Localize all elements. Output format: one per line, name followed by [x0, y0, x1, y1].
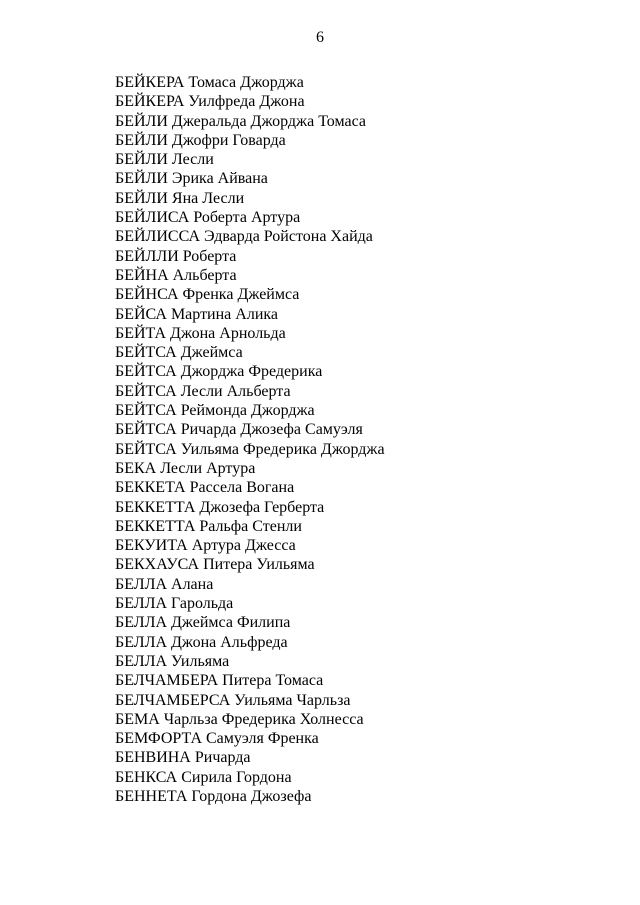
name-entry: БЕЙЛИСА Роберта Артура [115, 209, 301, 227]
name-entry: БЕЛЧАМБЕРСА Уильяма Чарльза [115, 691, 351, 709]
name-entry: БЕННЕТА Гордона Джозефа [115, 787, 312, 805]
name-entry: БЕККЕТТА Джозефа Герберта [115, 498, 325, 516]
name-entry: БЕНВИНА Ричарда [115, 749, 251, 767]
name-entry: БЕЛЛА Джона Альфреда [115, 633, 288, 651]
name-entry: БЕЛЛА Уильяма [115, 652, 230, 670]
name-entry: БЕМФОРТА Самуэля Френка [115, 730, 319, 748]
name-entry: БЕЙТСА Ричарда Джозефа Самуэля [115, 421, 363, 439]
name-entry: БЕЙТСА Уильяма Фредерика Джорджа [115, 440, 385, 458]
name-entry: БЕЙСА Мартина Алика [115, 305, 279, 323]
name-entry: БЕЙТСА Джеймса [115, 344, 243, 362]
name-entry: БЕКХАУСА Питера Уильяма [115, 556, 315, 574]
name-entry: БЕЙЛИ Эрика Айвана [115, 170, 268, 188]
name-entry: БЕЙТА Джона Арнольда [115, 324, 286, 342]
name-entry: БЕККЕТА Рассела Вогана [115, 479, 295, 497]
name-entry: БЕЙТСА Джорджа Фредерика [115, 363, 323, 381]
name-entry: БЕЙЛИ Джеральда Джорджа Томаса [115, 112, 366, 130]
name-list [115, 73, 385, 806]
name-entry: БЕЙКЕРА Уилфреда Джона [115, 93, 305, 111]
name-entry: БЕЙЛИ Джофри Говарда [115, 131, 286, 149]
name-entry: БЕКА Лесли Артура [115, 459, 256, 477]
name-entry: БЕНКСА Сирила Гордона [115, 768, 292, 786]
name-entry: БЕЛЛА Гарольда [115, 595, 234, 613]
name-entry: БЕЙЛИ Лесли [115, 151, 214, 169]
name-entry: БЕЙТСА Лесли Альберта [115, 382, 291, 400]
name-entry: БЕЛЧАМБЕРА Питера Томаса [115, 672, 324, 690]
name-entry: БЕЙНСА Френка Джеймса [115, 286, 300, 304]
name-entry: БЕЙЛЛИ Роберта [115, 247, 237, 265]
name-entry: БЕЛЛА Алана [115, 575, 214, 593]
name-entry: БЕЛЛА Джеймса Филипа [115, 614, 291, 632]
name-entry: БЕЙНА Альберта [115, 266, 237, 284]
name-entry: БЕЙЛИССА Эдварда Ройстона Хайда [115, 228, 373, 246]
page-number: 6 [316, 29, 324, 46]
name-entry: БЕКУИТА Артура Джесса [115, 537, 296, 555]
name-entry: БЕЙЛИ Яна Лесли [115, 189, 245, 207]
name-entry: БЕЙТСА Реймонда Джорджа [115, 402, 315, 420]
name-entry: БЕККЕТТА Ральфа Стенли [115, 517, 302, 535]
name-entry: БЕЙКЕРА Томаса Джорджа [115, 74, 304, 91]
name-entry: БЕМА Чарльза Фредерика Холнесса [115, 710, 364, 728]
